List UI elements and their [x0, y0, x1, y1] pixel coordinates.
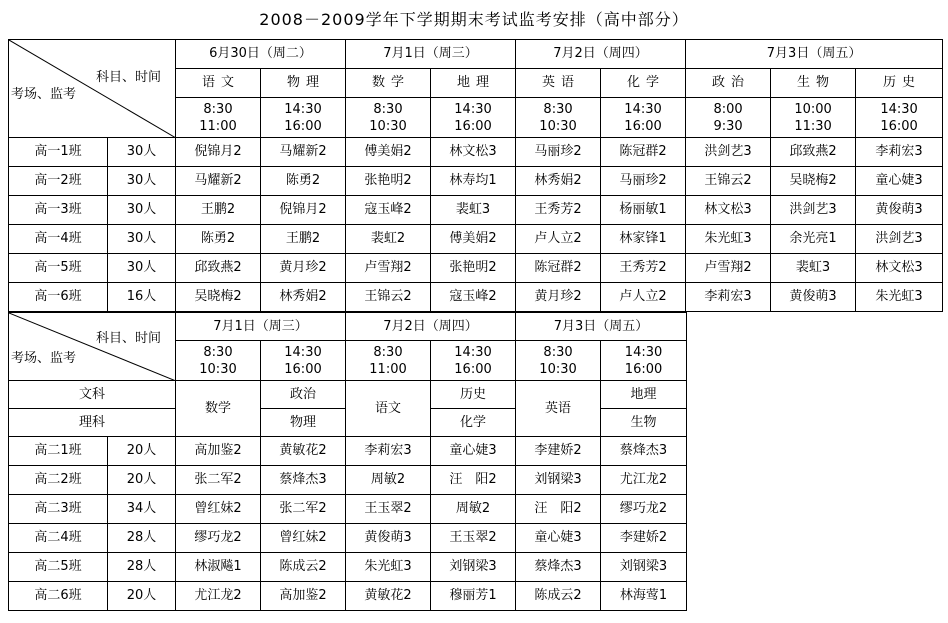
proctor-cell: 李建娇2 — [516, 437, 601, 466]
proctor-cell: 马耀新2 — [176, 167, 261, 196]
date-header: 7月1日（周三） — [346, 40, 516, 69]
class-name: 高一5班 — [9, 254, 108, 283]
time-header — [261, 98, 346, 138]
proctor-cell: 黄月珍2 — [516, 283, 601, 312]
time-end: 11:00 — [199, 118, 237, 134]
class-name: 高一1班 — [9, 138, 108, 167]
class-name: 高二3班 — [9, 495, 108, 524]
student-count: 30人 — [108, 138, 176, 167]
track-label-li: 理科 — [9, 409, 176, 437]
subject-header-wen: 历史 — [431, 381, 516, 409]
time-end: 16:00 — [624, 361, 663, 377]
proctor-cell: 汪 阳2 — [431, 466, 516, 495]
student-count: 20人 — [108, 582, 176, 611]
proctor-cell: 王鹏2 — [176, 196, 261, 225]
table-row — [9, 553, 687, 582]
time-end: 10:30 — [539, 118, 577, 134]
proctor-cell: 傅美娟2 — [346, 138, 431, 167]
proctor-cell: 童心婕3 — [516, 524, 601, 553]
student-count: 16人 — [108, 283, 176, 312]
time-start: 8:30 — [373, 344, 403, 360]
proctor-cell: 黄俊萌3 — [346, 524, 431, 553]
time-end: 16:00 — [880, 118, 918, 134]
table-row — [9, 283, 943, 312]
student-count: 30人 — [108, 196, 176, 225]
proctor-cell: 寇玉峰2 — [431, 283, 516, 312]
date-header: 6月30日（周二） — [176, 40, 346, 69]
class-name: 高二6班 — [9, 582, 108, 611]
proctor-cell: 吴晓梅2 — [771, 167, 856, 196]
time-end: 16:00 — [284, 361, 322, 377]
proctor-cell: 陈勇2 — [176, 225, 261, 254]
proctor-cell: 王锦云2 — [346, 283, 431, 312]
table-row — [9, 254, 943, 283]
grade-2-rows — [9, 437, 687, 611]
class-name: 高一6班 — [9, 283, 108, 312]
proctor-cell: 童心婕3 — [431, 437, 516, 466]
class-name: 高二5班 — [9, 553, 108, 582]
proctor-cell: 蔡烽杰3 — [261, 466, 346, 495]
proctor-cell: 林海莺1 — [601, 582, 687, 611]
proctor-cell: 余光亮1 — [771, 225, 856, 254]
time-header — [686, 98, 771, 138]
proctor-cell: 陈冠群2 — [516, 254, 601, 283]
proctor-cell: 黄敏花2 — [261, 437, 346, 466]
proctor-cell: 蔡烽杰3 — [601, 437, 687, 466]
time-end: 11:00 — [369, 361, 407, 377]
proctor-cell: 洪剑艺3 — [856, 225, 943, 254]
subject-header: 数学 — [346, 69, 431, 98]
table-row — [9, 466, 687, 495]
diag-bottom-label: 考场、监考 — [11, 351, 77, 366]
proctor-cell: 林淑飚1 — [176, 553, 261, 582]
time-end: 16:00 — [454, 118, 492, 134]
proctor-cell: 刘钢梁3 — [601, 553, 687, 582]
proctor-cell: 邱致燕2 — [176, 254, 261, 283]
table-row — [9, 196, 943, 225]
proctor-cell: 王秀芳2 — [516, 196, 601, 225]
proctor-cell: 李莉宏3 — [856, 138, 943, 167]
proctor-cell: 陈勇2 — [261, 167, 346, 196]
time-start: 14:30 — [624, 344, 663, 360]
time-end: 11:30 — [794, 118, 832, 134]
time-start: 8:00 — [713, 101, 743, 117]
time-start: 14:30 — [284, 344, 322, 360]
proctor-cell: 倪锦月2 — [176, 138, 261, 167]
schedule-table-grade-2 — [8, 312, 687, 611]
time-start: 8:30 — [543, 344, 573, 360]
proctor-cell: 王锦云2 — [686, 167, 771, 196]
proctor-cell: 裴虹3 — [771, 254, 856, 283]
date-header: 7月2日（周四） — [516, 40, 686, 69]
time-header — [176, 341, 261, 381]
proctor-cell: 陈冠群2 — [601, 138, 686, 167]
proctor-cell: 卢雪翔2 — [346, 254, 431, 283]
time-start: 8:30 — [203, 344, 233, 360]
proctor-cell: 高加鉴2 — [176, 437, 261, 466]
subject-header-wen: 地理 — [601, 381, 687, 409]
time-header — [601, 341, 687, 381]
table-row — [9, 225, 943, 254]
proctor-cell: 朱光虹3 — [856, 283, 943, 312]
time-header — [176, 98, 261, 138]
date-header-row — [9, 313, 687, 341]
time-header — [601, 98, 686, 138]
time-header — [346, 98, 431, 138]
time-header — [431, 98, 516, 138]
proctor-cell: 卢人立2 — [516, 225, 601, 254]
subject-header: 地理 — [431, 69, 516, 98]
proctor-cell: 张二军2 — [176, 466, 261, 495]
proctor-cell: 卢人立2 — [601, 283, 686, 312]
proctor-cell: 周敏2 — [431, 495, 516, 524]
proctor-cell: 张艳明2 — [431, 254, 516, 283]
proctor-cell: 朱光虹3 — [346, 553, 431, 582]
proctor-cell: 寇玉峰2 — [346, 196, 431, 225]
table-row — [9, 582, 687, 611]
proctor-cell: 王玉翠2 — [431, 524, 516, 553]
proctor-cell: 黄敏花2 — [346, 582, 431, 611]
proctor-cell: 林文松3 — [856, 254, 943, 283]
date-header: 7月3日（周五） — [516, 313, 687, 341]
proctor-cell: 尤江龙2 — [601, 466, 687, 495]
date-header-row — [9, 40, 943, 69]
subject-header: 生物 — [771, 69, 856, 98]
proctor-cell: 童心婕3 — [856, 167, 943, 196]
time-header — [856, 98, 943, 138]
proctor-cell: 陈成云2 — [261, 553, 346, 582]
proctor-cell: 刘钢梁3 — [516, 466, 601, 495]
subject-header-common: 英语 — [516, 381, 601, 437]
subject-header-common: 语文 — [346, 381, 431, 437]
time-start: 8:30 — [203, 101, 233, 117]
table-row — [9, 495, 687, 524]
proctor-cell: 林秀娟2 — [261, 283, 346, 312]
time-end: 10:30 — [539, 361, 577, 377]
subject-header-wen: 政治 — [261, 381, 346, 409]
time-start: 14:30 — [454, 344, 492, 360]
diagonal-header-cell — [9, 40, 176, 138]
time-header — [516, 98, 601, 138]
table-row — [9, 524, 687, 553]
diagonal-header-cell — [9, 313, 176, 381]
student-count: 30人 — [108, 167, 176, 196]
time-start: 8:30 — [373, 101, 403, 117]
class-name: 高一2班 — [9, 167, 108, 196]
subject-header-li: 化学 — [431, 409, 516, 437]
proctor-cell: 林文松3 — [431, 138, 516, 167]
subject-header: 语文 — [176, 69, 261, 98]
proctor-cell: 黄月珍2 — [261, 254, 346, 283]
proctor-cell: 裴虹3 — [431, 196, 516, 225]
proctor-cell: 高加鉴2 — [261, 582, 346, 611]
grade-1-rows — [9, 138, 943, 312]
subject-header: 英语 — [516, 69, 601, 98]
time-start: 14:30 — [284, 101, 322, 117]
time-start: 8:30 — [543, 101, 573, 117]
proctor-cell: 林寿均1 — [431, 167, 516, 196]
time-end: 16:00 — [454, 361, 492, 377]
proctor-cell: 倪锦月2 — [261, 196, 346, 225]
diag-top-label: 科目、时间 — [95, 331, 161, 346]
proctor-cell: 缪巧龙2 — [176, 524, 261, 553]
proctor-cell: 马丽珍2 — [516, 138, 601, 167]
time-header — [771, 98, 856, 138]
subject-header: 政治 — [686, 69, 771, 98]
proctor-cell: 黄俊萌3 — [771, 283, 856, 312]
proctor-cell: 李莉宏3 — [686, 283, 771, 312]
schedule-table-grade-1 — [8, 39, 943, 312]
date-header: 7月3日（周五） — [686, 40, 943, 69]
time-start: 14:30 — [454, 101, 492, 117]
proctor-cell: 李建娇2 — [601, 524, 687, 553]
track-label-wen: 文科 — [9, 381, 176, 409]
proctor-cell: 蔡烽杰3 — [516, 553, 601, 582]
time-header — [261, 341, 346, 381]
time-end: 9:30 — [713, 118, 743, 134]
proctor-cell: 邱致燕2 — [771, 138, 856, 167]
proctor-cell: 陈成云2 — [516, 582, 601, 611]
proctor-cell: 缪巧龙2 — [601, 495, 687, 524]
subject-header-common: 数学 — [176, 381, 261, 437]
student-count: 34人 — [108, 495, 176, 524]
time-header — [516, 341, 601, 381]
subject-header-li: 物理 — [261, 409, 346, 437]
time-header — [431, 341, 516, 381]
proctor-cell: 汪 阳2 — [516, 495, 601, 524]
proctor-cell: 张二军2 — [261, 495, 346, 524]
proctor-cell: 裴虹2 — [346, 225, 431, 254]
time-end: 10:30 — [369, 118, 407, 134]
student-count: 30人 — [108, 225, 176, 254]
proctor-cell: 林秀娟2 — [516, 167, 601, 196]
class-name: 高一4班 — [9, 225, 108, 254]
table-row — [9, 138, 943, 167]
time-start: 10:00 — [794, 101, 832, 117]
date-header: 7月1日（周三） — [176, 313, 346, 341]
student-count: 28人 — [108, 553, 176, 582]
proctor-cell: 卢雪翔2 — [686, 254, 771, 283]
proctor-cell: 马丽珍2 — [601, 167, 686, 196]
class-name: 高二1班 — [9, 437, 108, 466]
proctor-cell: 傅美娟2 — [431, 225, 516, 254]
subject-header: 化学 — [601, 69, 686, 98]
table-row — [9, 437, 687, 466]
proctor-cell: 王玉翠2 — [346, 495, 431, 524]
student-count: 20人 — [108, 437, 176, 466]
proctor-cell: 曾红妹2 — [176, 495, 261, 524]
proctor-cell: 李莉宏3 — [346, 437, 431, 466]
diag-bottom-label: 考场、监考 — [11, 87, 77, 102]
time-start: 14:30 — [624, 101, 662, 117]
proctor-cell: 林家锋1 — [601, 225, 686, 254]
time-end: 16:00 — [284, 118, 322, 134]
proctor-cell: 吴晓梅2 — [176, 283, 261, 312]
subject-header: 物理 — [261, 69, 346, 98]
track-row-wen — [9, 381, 687, 409]
proctor-cell: 周敏2 — [346, 466, 431, 495]
proctor-cell: 马耀新2 — [261, 138, 346, 167]
proctor-cell: 王鹏2 — [261, 225, 346, 254]
proctor-cell: 林文松3 — [686, 196, 771, 225]
proctor-cell: 刘钢梁3 — [431, 553, 516, 582]
class-name: 高二2班 — [9, 466, 108, 495]
page-title: 2008－2009学年下学期期末考试监考安排（高中部分） — [259, 10, 689, 29]
subject-header-li: 生物 — [601, 409, 687, 437]
table-row — [9, 167, 943, 196]
proctor-cell: 尤江龙2 — [176, 582, 261, 611]
subject-header: 历史 — [856, 69, 943, 98]
proctor-cell: 杨丽敏1 — [601, 196, 686, 225]
diag-top-label: 科目、时间 — [95, 70, 161, 85]
student-count: 20人 — [108, 466, 176, 495]
proctor-cell: 王秀芳2 — [601, 254, 686, 283]
student-count: 30人 — [108, 254, 176, 283]
proctor-cell: 黄俊萌3 — [856, 196, 943, 225]
class-name: 高一3班 — [9, 196, 108, 225]
date-header: 7月2日（周四） — [346, 313, 516, 341]
student-count: 28人 — [108, 524, 176, 553]
time-start: 14:30 — [880, 101, 918, 117]
time-end: 10:30 — [199, 361, 237, 377]
time-end: 16:00 — [624, 118, 662, 134]
time-header — [346, 341, 431, 381]
proctor-cell: 曾红妹2 — [261, 524, 346, 553]
proctor-cell: 穆丽芳1 — [431, 582, 516, 611]
class-name: 高二4班 — [9, 524, 108, 553]
proctor-cell: 张艳明2 — [346, 167, 431, 196]
proctor-cell: 洪剑艺3 — [771, 196, 856, 225]
proctor-cell: 朱光虹3 — [686, 225, 771, 254]
proctor-cell: 洪剑艺3 — [686, 138, 771, 167]
